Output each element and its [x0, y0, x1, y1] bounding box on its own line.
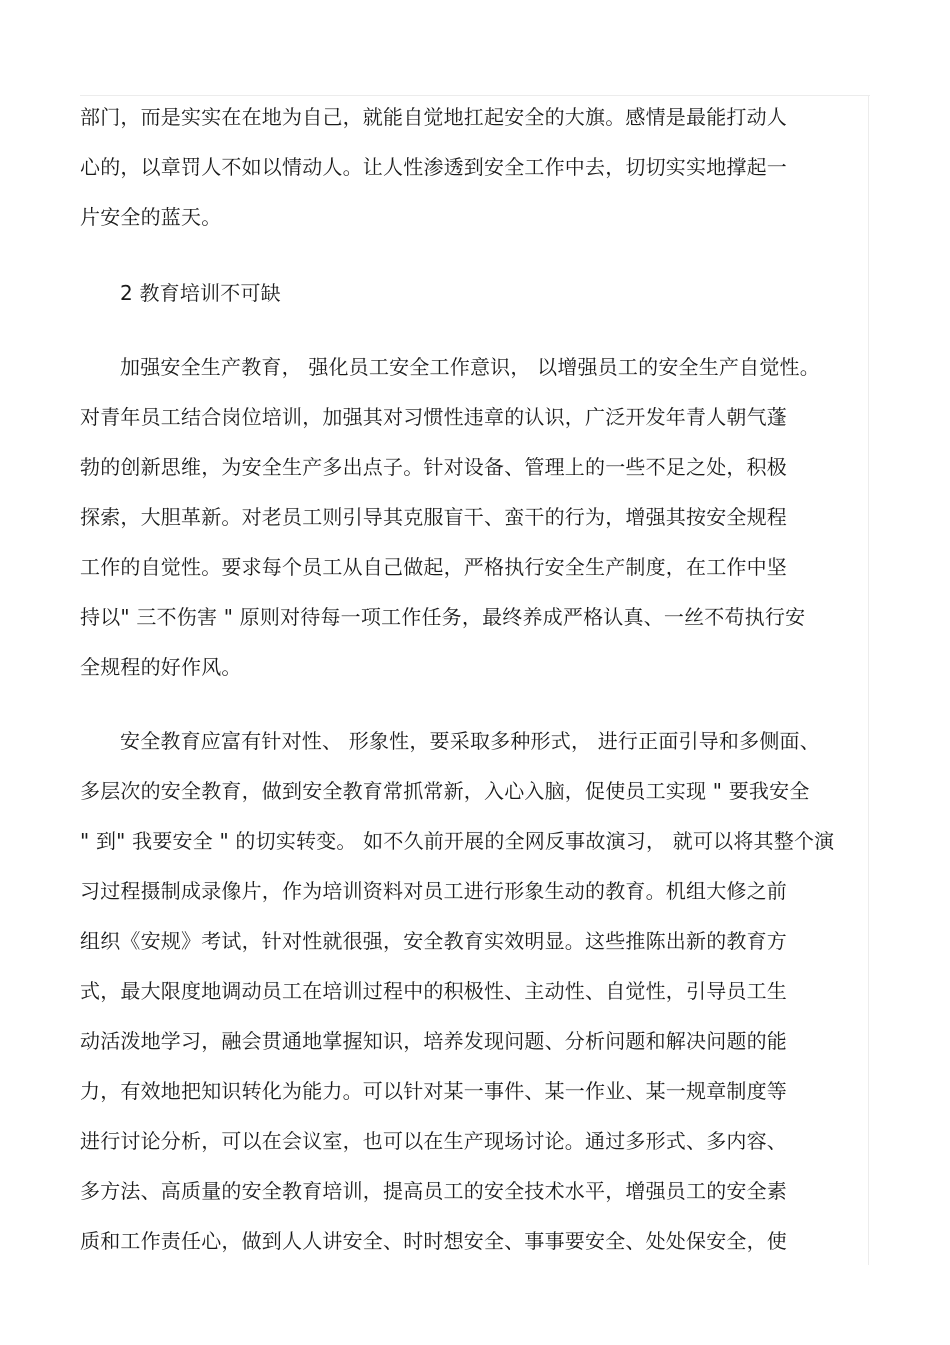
paragraph-line: 进行讨论分析，可以在会议室，也可以在生产现场讨论。通过多形式、多内容、	[80, 1129, 787, 1153]
paragraph-line: 力，有效地把知识转化为能力。可以针对某一事件、某一作业、某一规章制度等	[80, 1079, 787, 1103]
paragraph-line: 工作的自觉性。要求每个员工从自己做起，严格执行安全生产制度，在工作中坚	[80, 555, 787, 579]
paragraph-line: 组织《安规》考试，针对性就很强，安全教育实效明显。这些推陈出新的教育方	[80, 929, 787, 953]
section-heading: 2 教育培训不可缺	[120, 281, 281, 305]
paragraph-line: 片安全的蓝天。	[80, 205, 222, 229]
paragraph-line: 安全教育应富有针对性、 形象性，要采取多种形式， 进行正面引导和多侧面、	[120, 729, 820, 753]
paragraph-line: 全规程的好作风。	[80, 655, 242, 679]
paragraph-line: 动活泼地学习，融会贯通地掌握知识，培养发现问题、分析问题和解决问题的能	[80, 1029, 787, 1053]
paragraph-line: 习过程摄制成录像片，作为培训资料对员工进行形象生动的教育。机组大修之前	[80, 879, 787, 903]
page-top-edge	[80, 95, 870, 96]
paragraph-line: 加强安全生产教育， 强化员工安全工作意识， 以增强员工的安全生产自觉性。	[120, 355, 820, 379]
paragraph-line: 多方法、高质量的安全教育培训，提高员工的安全技术水平，增强员工的安全素	[80, 1179, 787, 1203]
paragraph-line: 式，最大限度地调动员工在培训过程中的积极性、主动性、自觉性，引导员工生	[80, 979, 787, 1003]
paragraph-line: 多层次的安全教育，做到安全教育常抓常新，入心入脑，促使员工实现 " 要我安全	[80, 779, 810, 803]
page-right-edge	[868, 95, 869, 1265]
paragraph-line: 质和工作责任心，做到人人讲安全、时时想安全、事事要安全、处处保安全，使	[80, 1229, 787, 1253]
paragraph-line: 对青年员工结合岗位培训，加强其对习惯性违章的认识，广泛开发年青人朝气蓬	[80, 405, 787, 429]
paragraph-line: 持以" 三不伤害 " 原则对待每一项工作任务，最终养成严格认真、一丝不苟执行安	[80, 605, 806, 629]
paragraph-line: 勃的创新思维，为安全生产多出点子。针对设备、管理上的一些不足之处，积极	[80, 455, 787, 479]
paragraph-line: 心的，以章罚人不如以情动人。让人性渗透到安全工作中去，切切实实地撑起一	[80, 155, 787, 179]
paragraph-line: 探索，大胆革新。对老员工则引导其克服盲干、蛮干的行为，增强其按安全规程	[80, 505, 787, 529]
paragraph-line: " 到" 我要安全 " 的切实转变。 如不久前开展的全网反事故演习， 就可以将其整个演	[80, 829, 835, 853]
paragraph-line: 部门，而是实实在在地为自己，就能自觉地扛起安全的大旗。感情是最能打动人	[80, 105, 787, 129]
